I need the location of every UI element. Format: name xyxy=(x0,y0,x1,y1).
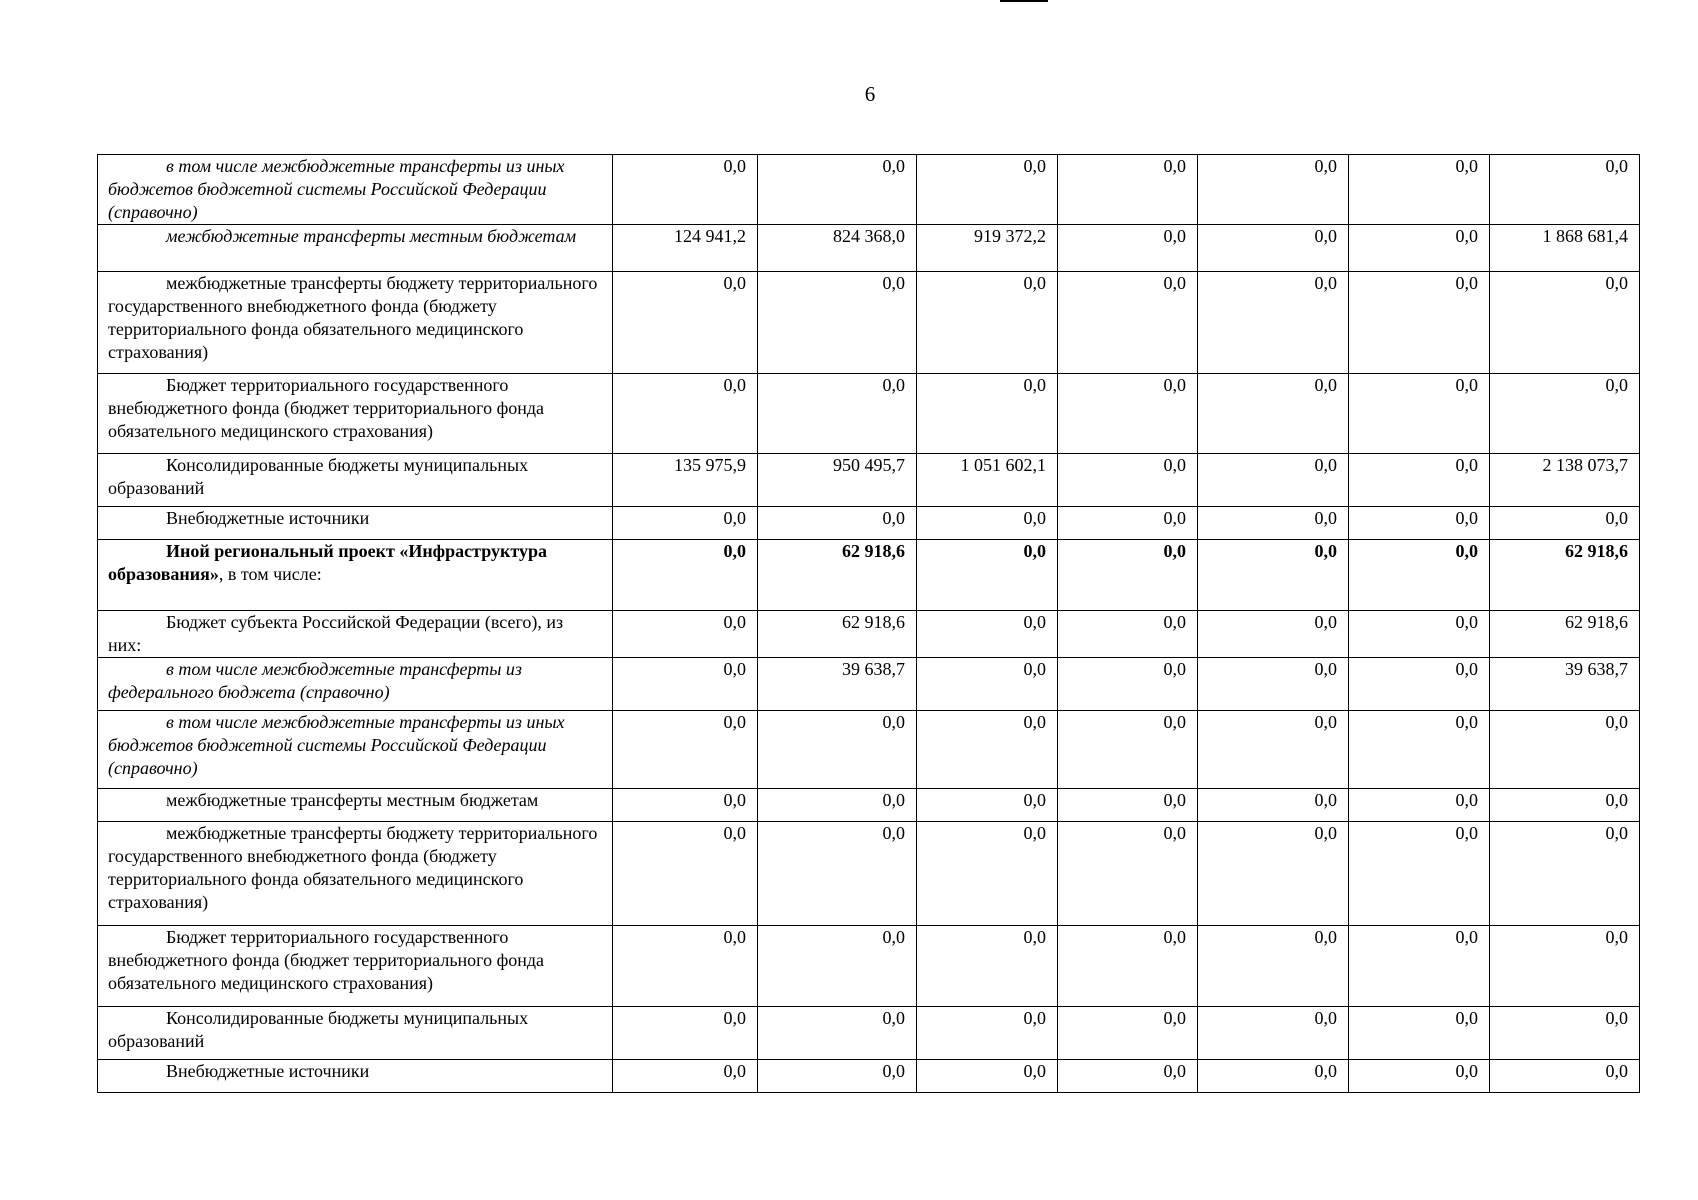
value-cell: 0,0 xyxy=(758,155,917,225)
value-cell: 0,0 xyxy=(1058,1060,1198,1093)
value-cell: 0,0 xyxy=(1349,611,1490,658)
value-cell: 0,0 xyxy=(758,711,917,789)
value-cell: 0,0 xyxy=(1490,1007,1640,1060)
value-cell: 0,0 xyxy=(1198,1060,1349,1093)
value-cell: 0,0 xyxy=(1058,789,1198,822)
row-label-text: Консолидированные бюджеты муниципальных образований xyxy=(108,455,529,498)
value-cell: 0,0 xyxy=(758,272,917,374)
row-label-cell xyxy=(98,711,613,789)
value-cell: 0,0 xyxy=(613,611,758,658)
value-cell: 0,0 xyxy=(1349,272,1490,374)
row-label xyxy=(108,1060,600,1083)
value-cell: 0,0 xyxy=(1198,658,1349,711)
value-cell: 0,0 xyxy=(758,822,917,926)
value-cell: 0,0 xyxy=(917,822,1058,926)
row-label xyxy=(108,926,600,995)
value-cell: 0,0 xyxy=(917,374,1058,454)
value-cell: 0,0 xyxy=(917,155,1058,225)
value-cell: 0,0 xyxy=(1058,658,1198,711)
value-cell: 0,0 xyxy=(1349,540,1490,611)
value-cell: 0,0 xyxy=(1490,1060,1640,1093)
row-label xyxy=(108,1007,600,1053)
value-cell: 0,0 xyxy=(613,374,758,454)
value-cell: 0,0 xyxy=(917,611,1058,658)
value-cell: 0,0 xyxy=(1349,711,1490,789)
table-row xyxy=(98,374,1640,454)
value-cell: 0,0 xyxy=(917,658,1058,711)
value-cell: 39 638,7 xyxy=(1490,658,1640,711)
table-row xyxy=(98,658,1640,711)
row-label-text: Внебюджетные источники xyxy=(166,508,370,528)
value-cell: 0,0 xyxy=(613,711,758,789)
value-cell: 0,0 xyxy=(613,507,758,540)
row-label-cell xyxy=(98,926,613,1007)
value-cell: 62 918,6 xyxy=(758,540,917,611)
row-label xyxy=(108,789,600,812)
row-label xyxy=(108,540,600,586)
value-cell: 0,0 xyxy=(917,1007,1058,1060)
row-label-text: в том числе межбюджетные трансферты из федерального бюджета (справочно) xyxy=(108,659,522,702)
value-cell: 0,0 xyxy=(917,272,1058,374)
row-label xyxy=(108,272,600,364)
value-cell: 0,0 xyxy=(1198,540,1349,611)
value-cell: 0,0 xyxy=(1198,789,1349,822)
value-cell: 0,0 xyxy=(1490,822,1640,926)
value-cell: 0,0 xyxy=(613,155,758,225)
row-label-text: Бюджет территориального государственного внебюджетного фонда (бюджет территориального фонда обязательного медицинского страхования) xyxy=(108,375,545,441)
value-cell: 0,0 xyxy=(917,926,1058,1007)
value-cell: 0,0 xyxy=(1058,225,1198,272)
row-label xyxy=(108,711,600,780)
value-cell: 0,0 xyxy=(1349,374,1490,454)
value-cell: 0,0 xyxy=(613,272,758,374)
value-cell: 0,0 xyxy=(758,374,917,454)
value-cell: 0,0 xyxy=(1058,155,1198,225)
row-label-cell xyxy=(98,789,613,822)
value-cell: 2 138 073,7 xyxy=(1490,454,1640,507)
table-row xyxy=(98,1007,1640,1060)
row-label-cell xyxy=(98,272,613,374)
row-label-cell xyxy=(98,1060,613,1093)
value-cell: 0,0 xyxy=(1349,225,1490,272)
value-cell: 0,0 xyxy=(1349,789,1490,822)
value-cell: 1 051 602,1 xyxy=(917,454,1058,507)
row-label-cell xyxy=(98,454,613,507)
table-row xyxy=(98,272,1640,374)
value-cell: 0,0 xyxy=(1349,454,1490,507)
row-label-cell xyxy=(98,1007,613,1060)
value-cell: 0,0 xyxy=(1058,454,1198,507)
value-cell: 0,0 xyxy=(1198,822,1349,926)
row-label xyxy=(108,658,600,704)
value-cell: 0,0 xyxy=(1490,926,1640,1007)
value-cell: 0,0 xyxy=(758,926,917,1007)
value-cell: 0,0 xyxy=(1198,611,1349,658)
value-cell: 0,0 xyxy=(613,658,758,711)
value-cell: 0,0 xyxy=(1058,926,1198,1007)
value-cell: 0,0 xyxy=(1198,711,1349,789)
table-row xyxy=(98,926,1640,1007)
row-label-text: межбюджетные трансферты местным бюджетам xyxy=(166,790,539,810)
row-label-cell xyxy=(98,374,613,454)
table-row xyxy=(98,611,1640,658)
value-cell: 0,0 xyxy=(1349,507,1490,540)
row-label-text: Внебюджетные источники xyxy=(166,1061,370,1081)
value-cell: 0,0 xyxy=(917,1060,1058,1093)
table-row xyxy=(98,711,1640,789)
value-cell: 135 975,9 xyxy=(613,454,758,507)
value-cell: 0,0 xyxy=(917,540,1058,611)
row-label-text: Консолидированные бюджеты муниципальных образований xyxy=(108,1008,529,1051)
value-cell: 0,0 xyxy=(1058,611,1198,658)
value-cell: 950 495,7 xyxy=(758,454,917,507)
row-label-cell xyxy=(98,658,613,711)
page-number: 6 xyxy=(864,82,876,106)
value-cell: 0,0 xyxy=(1058,272,1198,374)
value-cell: 0,0 xyxy=(758,789,917,822)
value-cell: 0,0 xyxy=(1058,1007,1198,1060)
row-label xyxy=(108,507,600,530)
value-cell: 0,0 xyxy=(1490,155,1640,225)
row-label-text: Бюджет субъекта Российской Федерации (всего), из них: xyxy=(108,612,564,655)
row-label-cell xyxy=(98,611,613,658)
value-cell: 0,0 xyxy=(1198,454,1349,507)
value-cell: 62 918,6 xyxy=(758,611,917,658)
value-cell: 0,0 xyxy=(1058,374,1198,454)
value-cell: 0,0 xyxy=(613,926,758,1007)
table-row xyxy=(98,225,1640,272)
value-cell: 0,0 xyxy=(917,507,1058,540)
value-cell: 62 918,6 xyxy=(1490,540,1640,611)
table-row xyxy=(98,1060,1640,1093)
row-label-text: межбюджетные трансферты бюджету территориального государственного внебюджетного фонда (бюджету территориального фонда обязательного медицинского страхования) xyxy=(108,823,598,912)
value-cell: 0,0 xyxy=(1349,822,1490,926)
value-cell: 0,0 xyxy=(1349,926,1490,1007)
row-label-cell xyxy=(98,822,613,926)
row-label xyxy=(108,374,600,443)
value-cell: 0,0 xyxy=(1490,272,1640,374)
value-cell: 0,0 xyxy=(613,822,758,926)
value-cell: 62 918,6 xyxy=(1490,611,1640,658)
value-cell: 0,0 xyxy=(1349,1007,1490,1060)
value-cell: 0,0 xyxy=(1349,658,1490,711)
value-cell: 124 941,2 xyxy=(613,225,758,272)
row-label-text: Бюджет территориального государственного внебюджетного фонда (бюджет территориального фонда обязательного медицинского страхования) xyxy=(108,927,545,993)
row-label xyxy=(108,611,600,657)
value-cell: 0,0 xyxy=(1198,225,1349,272)
value-cell: 0,0 xyxy=(1058,711,1198,789)
value-cell: 0,0 xyxy=(1490,507,1640,540)
table-row xyxy=(98,454,1640,507)
row-label xyxy=(108,225,600,248)
value-cell: 0,0 xyxy=(613,789,758,822)
value-cell: 0,0 xyxy=(1349,1060,1490,1093)
value-cell: 0,0 xyxy=(917,711,1058,789)
row-label-text: Иной региональный проект «Инфраструктура образования» xyxy=(108,541,547,584)
value-cell: 0,0 xyxy=(613,1007,758,1060)
value-cell: 0,0 xyxy=(917,789,1058,822)
row-label-cell xyxy=(98,155,613,225)
row-label xyxy=(108,822,600,914)
row-label xyxy=(108,454,600,500)
table-row xyxy=(98,507,1640,540)
value-cell: 0,0 xyxy=(1490,789,1640,822)
row-label-text: в том числе межбюджетные трансферты из иных бюджетов бюджетной системы Российской Федерации (справочно) xyxy=(108,156,565,222)
table-row xyxy=(98,822,1640,926)
value-cell: 0,0 xyxy=(1490,374,1640,454)
value-cell: 0,0 xyxy=(1198,155,1349,225)
value-cell: 0,0 xyxy=(613,540,758,611)
row-label-text: в том числе межбюджетные трансферты из иных бюджетов бюджетной системы Российской Федерации (справочно) xyxy=(108,712,565,778)
row-label-text: межбюджетные трансферты бюджету территориального государственного внебюджетного фонда (бюджету территориального фонда обязательного медицинского страхования) xyxy=(108,273,598,362)
value-cell: 0,0 xyxy=(1198,926,1349,1007)
value-cell: 0,0 xyxy=(1058,822,1198,926)
row-label-text: межбюджетные трансферты местным бюджетам xyxy=(166,226,577,246)
row-label-cell xyxy=(98,225,613,272)
value-cell: 824 368,0 xyxy=(758,225,917,272)
row-label-cell xyxy=(98,507,613,540)
value-cell: 0,0 xyxy=(1490,711,1640,789)
value-cell: 0,0 xyxy=(1198,374,1349,454)
table-body xyxy=(98,155,1640,1093)
row-label-suffix: , в том числе: xyxy=(218,564,322,584)
table-row xyxy=(98,155,1640,225)
value-cell: 0,0 xyxy=(613,1060,758,1093)
budget-table xyxy=(97,154,1640,1093)
row-label xyxy=(108,155,600,224)
top-edge-mark xyxy=(1000,0,1048,2)
value-cell: 0,0 xyxy=(1349,155,1490,225)
value-cell: 0,0 xyxy=(758,1007,917,1060)
value-cell: 1 868 681,4 xyxy=(1490,225,1640,272)
value-cell: 0,0 xyxy=(1198,1007,1349,1060)
value-cell: 0,0 xyxy=(1198,507,1349,540)
value-cell: 0,0 xyxy=(1058,507,1198,540)
table-row xyxy=(98,789,1640,822)
row-label-cell xyxy=(98,540,613,611)
value-cell: 0,0 xyxy=(758,507,917,540)
value-cell: 0,0 xyxy=(1198,272,1349,374)
value-cell: 0,0 xyxy=(758,1060,917,1093)
value-cell: 0,0 xyxy=(1058,540,1198,611)
value-cell: 919 372,2 xyxy=(917,225,1058,272)
value-cell: 39 638,7 xyxy=(758,658,917,711)
table-row xyxy=(98,540,1640,611)
